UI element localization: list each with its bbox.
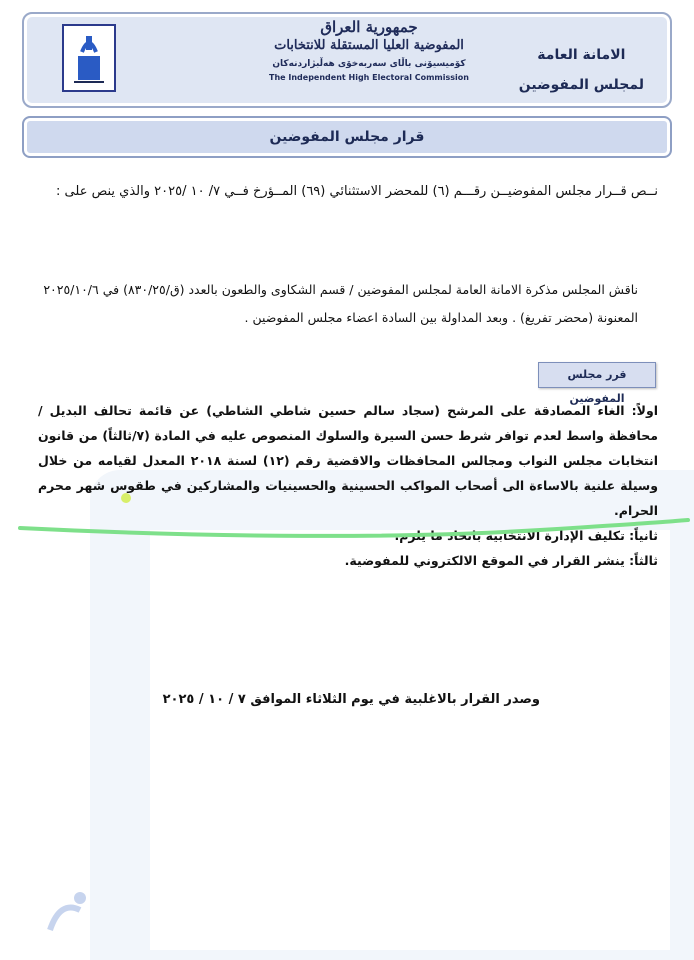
commission-name-ku: كۆمیسیۆنی باڵای سەربەخۆی هەڵبژاردنەکان <box>272 59 466 69</box>
letterhead-center <box>254 18 484 104</box>
decree-line: وصدر القرار بالاغلبية في يوم الثلاثاء الموافق ٧ / ١٠ / ٢٠٢٥ <box>162 692 540 707</box>
intro-paragraph: نــص قــرار مجلس المفوضيــن رقـــم (٦) للمحضر الاستثنائي (٦٩) المــؤرخ فــي ٧/ ١٠ /٢٠٢٥ والذي ينص على : <box>56 184 658 199</box>
department-line-1: الامانة العامة <box>537 47 626 63</box>
decision-item-3: ثالثاً: ينشر القرار في الموقع الالكتروني للمفوضية. <box>344 553 658 568</box>
discussion-paragraph: ناقش المجلس مذكرة الامانة العامة لمجلس المفوضين / قسم الشكاوى والطعون بالعدد (ق/٨٣٠/٢٥) في ٢٠٢٥/١٠/٦ المعنونة (محضر تفريغ) . وبعد المداولة بين السادة اعضاء مجلس المفوضين . <box>43 282 638 325</box>
commission-name-en: The Independent High Electoral Commission <box>269 73 469 82</box>
country-name: جمهورية العراق <box>320 18 418 36</box>
letterhead-department <box>519 40 644 100</box>
commission-logo <box>62 24 116 92</box>
commission-name-ar: المفوضية العليا المستقلة للانتخابات <box>274 38 464 53</box>
decision-items <box>38 398 658 573</box>
decision-item-1: اولاً: الغاء المصادقة على المرشح (سجاد سالم حسين شاطي الشاطي) عن قائمة تحالف البديل / محافظة واسط لعدم توافر شرط حسن السيرة والسلوك المنصوص عليه في المادة (٧/ثالثاً) من قانون انتخابات مجلس النواب ومجالس المحافظات والاقضية رقم (١٢) لسنة ٢٠١٨ المعدل لقيامه من خلال وسيلة علنية بالاساءة الى أصحاب المواكب الحسينية والحسينيات والمشاركين في طقوس شهر محرم الحرام. <box>38 403 658 518</box>
decision-badge: قرر مجلس المفوضين <box>538 362 656 388</box>
watermark-logo <box>40 880 100 940</box>
letterhead <box>22 12 672 108</box>
decision-item-2: ثانياً: تكليف الإدارة الانتخابية باتخاذ ما يلزم. <box>394 528 658 543</box>
document-title: قرار مجلس المفوضين <box>22 116 672 158</box>
department-line-2: لمجلس المفوضين <box>518 77 644 93</box>
